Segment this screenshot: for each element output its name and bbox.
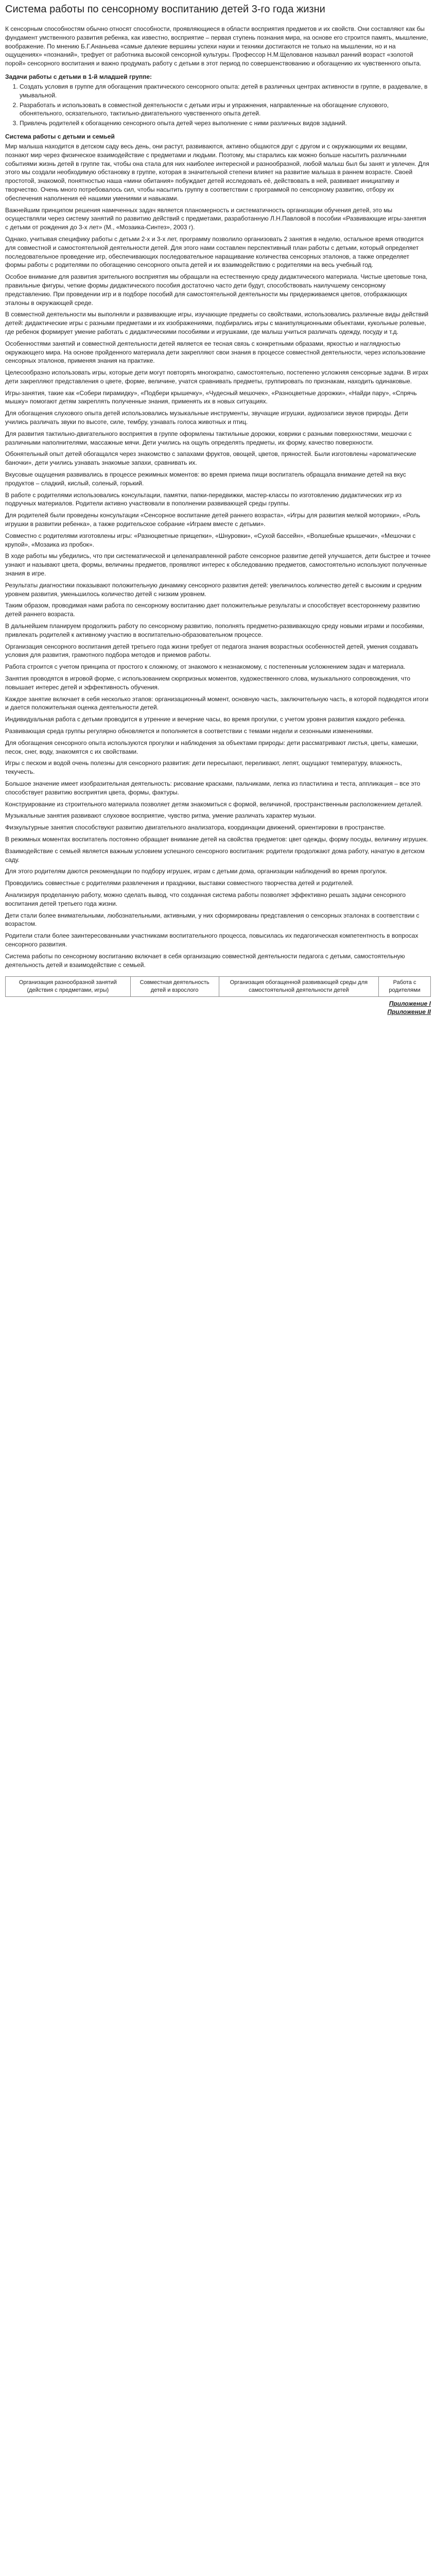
body-paragraph: Дети стали более внимательными, любознательными, активными, у них сформированы представления о сенсорных эталонах в соответствии с возрастом. bbox=[5, 911, 420, 928]
body-paragraph: В совместной деятельности мы выполняли и развивающие игры, изучающие предметы со свойствами, использовались различные виды действий детей: дидактические игры с разными предметами и их изображениями, подбирались игры с манипуляционными объектами, кукольные ролевые, где ребенок формирует умение работать с дидактическими пособиями и игрушками, где малыш учиться различать одежду, посуду и т.д. bbox=[5, 311, 429, 335]
body-paragraph: Индивидуальная работа с детьми проводится в утренние и вечерние часы, во время прогулки, с учетом уровня развития каждого ребенка. bbox=[5, 716, 406, 723]
body-paragraph: Обонятельный опыт детей обогащался через знакомство с запахами фруктов, овощей, цветов, пряностей. Были изготовлены «ароматические баночки», дети учились узнавать знакомые запахи, сравнивать их. bbox=[5, 450, 416, 467]
body-paragraph: Физкультурные занятия способствуют развитию двигательного анализатора, координации движений, ориентировки в пространстве. bbox=[5, 824, 386, 832]
task-item: 1. Создать условия в группе для обогащения практического сенсорного опыта: детей в различных центрах активности в группе, в раздевалке, в умывальной. bbox=[20, 82, 431, 100]
body-paragraph: Конструирование из строительного материала позволяет детям знакомиться с формой, величиной, пространственным расположением деталей. bbox=[5, 800, 423, 808]
body-paragraph: Для обогащения слухового опыта детей использовались музыкальные инструменты, звучащие игрушки, аудиозаписи звуков природы. Дети учились различать звуки по высоте, силе, тембру, узнавать голоса животных и птиц. bbox=[5, 410, 408, 426]
task-item: 3. Привлечь родителей к обогащению сенсорного опыта детей через выполнение с ними различных видов заданий. bbox=[20, 119, 431, 128]
system-heading: Система работы с детьми и семьей bbox=[5, 132, 115, 140]
table-header-cell: Работа с родителями bbox=[379, 977, 431, 997]
body-paragraph: В работе с родителями использовались консультации, памятки, папки-передвижки, мастер-классы по изготовлению дидактических игр из подручных материалов. Родители активно участвовали в пополнении развивающей среды группы. bbox=[5, 491, 402, 507]
body-text bbox=[5, 142, 431, 969]
body-paragraph: Игры-занятия, такие как «Собери пирамидку», «Подбери крышечку», «Чудесный мешочек», «Разноцветные дорожки», «Найди пару», «Спрячь мышку» помогают детям закреплять полученные знания, применять их в новых ситуациях. bbox=[5, 389, 417, 405]
body-paragraph: Для развития тактильно-двигательного восприятия в группе оформлены тактильные дорожки, коврики с разными поверхностями, мешочки с различными наполнителями, массажные мячи. Дети учились на ощупь определять предметы, их форму, качество поверхности. bbox=[5, 430, 412, 446]
body-paragraph: Большое значение имеет изобразительная деятельность: рисование красками, пальчиками, лепка из пластилина и теста, аппликация – все это способствует развитию восприятия цвета, формы, фактуры. bbox=[5, 779, 421, 796]
body-paragraph: Для родителей были проведены консультации «Сенсорное воспитание детей раннего возраста», «Игры для развития мелкой моторики», «Роль игрушки в развитии ребенка», а также родительское собрание «Играем вместе с детьми». bbox=[5, 512, 421, 528]
appendix-link-2[interactable]: Приложение II bbox=[387, 1008, 431, 1016]
body-paragraph: Развивающая среда группы регулярно обновляется и пополняется в соответствии с темами недели и сезонными изменениями. bbox=[5, 727, 373, 735]
body-paragraph: Работа строится с учетом принципа от простого к сложному, от знакомого к незнакомому, с постепенным усложнением задач и материала. bbox=[5, 663, 406, 671]
table-header-cell: Совместная деятельность детей и взрослого bbox=[130, 977, 219, 997]
body-paragraph: В дальнейшем планируем продолжить работу по сенсорному развитию, пополнять предметно-развивающую среду новыми играми и пособиями, привлекать родителей к активному участию в воспитательно-образовательном процессе. bbox=[5, 622, 425, 638]
tasks-heading: Задачи работы с детьми в 1-й младшей группе: bbox=[5, 73, 152, 80]
body-paragraph: Таким образом, проводимая нами работа по сенсорному воспитанию дает положительные результаты и способствует всестороннему развитию детей раннего возраста. bbox=[5, 602, 420, 618]
task-item: 2. Разработать и использовать в совместной деятельности с детьми игры и упражнения, направленные на обогащение слухового, обонятельного, осязательного, тактильно-двигательного чувственного опыта детей. bbox=[20, 101, 431, 118]
body-paragraph: Важнейшим принципом решения намеченных задач является планомерность и систематичность организации обучения детей, это мы осуществляли через систему занятий по развитию действий с предметами, разработанную Л.Н.Павловой в пособии «Развивающие игры-занятия с детьми от рождения до 3-х лет» (М., «Мозаика-Синтез», 2003 г). bbox=[5, 206, 426, 231]
tasks-list bbox=[5, 82, 431, 128]
body-paragraph: В ходе работы мы убедились, что при систематической и целенаправленной работе сенсорное развитие детей улучшается, дети быстрее и точнее узнают и называют цвета, формы, величины предметов, проявляют интерес к обследованию предметов, самостоятельно используют полученные знания в игре. bbox=[5, 552, 431, 578]
document-page bbox=[0, 0, 436, 1015]
body-paragraph: Анализируя проделанную работу, можно сделать вывод, что созданная система работы позволяет эффективно решать задачи сенсорного воспитания детей третьего года жизни. bbox=[5, 891, 406, 907]
body-paragraph: Однако, учитывая специфику работы с детьми 2-х и 3-х лет, программу позволило организовать 2 занятия в неделю, остальное время отводится для совместной и самостоятельной деятельности детей. Для этого нами составлен перспективный план работы с детьми, который определяет последовательное проведение игр, обеспечивающих последовательное наращивание количества сенсорных эталонов, а также определяет формы работы с родителями по обогащению сенсорного опыта детей и их взаимодействию с родителями на весь учебный год. bbox=[5, 235, 424, 269]
body-paragraph: Организация сенсорного воспитания детей третьего года жизни требует от педагога знания возрастных особенностей детей, умения создавать условия для развития, грамотного подбора методов и приемов работы. bbox=[5, 642, 418, 659]
body-paragraph: Для этого родителям даются рекомендации по подбору игрушек, играм с детьми дома, организации наблюдений во время прогулок. bbox=[5, 868, 388, 875]
body-paragraph: Игры с песком и водой очень полезны для сенсорного развития: дети пересыпают, переливают, лепят, ощущают температуру, влажность, текучесть. bbox=[5, 759, 402, 776]
page-title: Система работы по сенсорному воспитанию детей 3-го года жизни bbox=[5, 4, 325, 15]
body-paragraph: Музыкальные занятия развивают слуховое восприятие, чувство ритма, умение различать характер музыки. bbox=[5, 812, 316, 820]
body-paragraph: Особенностями занятий и совместной деятельности детей является ее тесная связь с конкретными образами, яркостью и наглядностью окружающего мира. На основе пройденного материала дети закрепляют свои знания в процессе совместной деятельности, через использование сенсорных эталонов, применяя знания на практике. bbox=[5, 340, 426, 365]
body-paragraph: Родители стали более заинтересованными участниками воспитательного процесса, повысилась их педагогическая компетентность в вопросах сенсорного развития. bbox=[5, 932, 418, 948]
body-paragraph: Особое внимание для развития зрительного восприятия мы обращали на естественную среду дидактического материала. Чистые цветовые тона, правильные фигуры, четкие формы дидактического пособия достаточно часто дети будут, способствовать наилучшему сенсорному представлению. При проведении игр и в подборе пособий для самостоятельной деятельности мы придерживаемся цветов, отображающих эталоны в окружающей среде. bbox=[5, 273, 428, 307]
body-paragraph: Взаимодействие с семьей является важным условием успешного сенсорного воспитания: родители продолжают дома работу, начатую в детском саду. bbox=[5, 847, 425, 863]
body-paragraph: Результаты диагностики показывают положительную динамику сенсорного развития детей: увеличилось количество детей с высоким и средним уровнем развития, уменьшилось количество детей с низким уровнем. bbox=[5, 581, 422, 598]
table-header-cell: Организация разнообразной занятий (действия с предметами, игры) bbox=[6, 977, 131, 997]
body-paragraph: Для обогащения сенсорного опыта используются прогулки и наблюдения за объектами природы: дети рассматривают листья, цветы, камешки, песок, снег, воду, знакомятся с их свойствами. bbox=[5, 739, 418, 755]
body-paragraph: Вкусовые ощущения развивались в процессе режимных моментов: во время приема пищи воспитатель обращала внимание детей на вкус продуктов – сладкий, кислый, соленый, горький. bbox=[5, 471, 406, 487]
intro-paragraph: К сенсорным способностям обычно относят способности, проявляющиеся в области восприятия предметов и их свойств. Они составляют как бы фундамент умственного развития ребенка, как известно, восприятие – первая ступень познания мира, на основе его строится память, мышление, воображение. По мнению Б.Г.Ананьева «самые далекие вершины успехи науки и техники достигаются не только на мышлении, но и на ощущениях» «познаний», трефует от работника высокой сенсорной культуры. Профессор Н.М.Щелованов называл ранний возраст «золотой порой» сенсорного воспитания и важно продумать работу с детьми в этот период по совершенствованию и обогащению их чувственного опыта. bbox=[5, 25, 428, 67]
body-paragraph: Занятия проводятся в игровой форме, с использованием сюрпризных моментов, художественного слова, музыкального сопровождения, что повышает интерес детей и эффективность обучения. bbox=[5, 675, 411, 691]
body-paragraph: Мир малыша находится в детском саду весь день, они растут, развиваются, активно общаются друг с другом и с окружающими их вещами, познают мир через физическое взаимодействие с предметами и людьми. Поэтому, мы старались как можно больше насытить различными событиями жизнь детей в группе так, чтобы она стала для них наиболее интересной и разнообразной, любой малыш был бы занят и увлечен. Для этого мы создали необходимую обстановку в группе, которая в значительной степени влияет на развитие малыша в раннем возрасте. Своей простотой, знакомой, понятностью наша «мини обитания» побуждает детей исследовать её, действовать в ней, развивает инициативу и творчество. Очень много потребовалось сил, чтобы насытить группу в соответствии с программой по сенсорному развитию, отбору их обеспечения наполнения её нашими умениями и навыками. bbox=[5, 142, 429, 202]
table-header-cell: Организация обогащенной развивающей среды для самостоятельной деятельности детей bbox=[219, 977, 379, 997]
body-paragraph: Система работы по сенсорному воспитанию включает в себя организацию совместной деятельности педагога с детьми, самостоятельную деятельность детей и взаимодействие с семьей. bbox=[5, 952, 405, 969]
body-paragraph: В режимных моментах воспитатель постоянно обращает внимание детей на свойства предметов: цвет одежды, форму посуды, величину игрушек. bbox=[5, 835, 428, 843]
organization-table bbox=[5, 976, 431, 997]
body-paragraph: Каждое занятие включает в себя несколько этапов: организационный момент, основную часть, заключительную часть, в которой подводятся итоги и дается положительная оценка деятельности детей. bbox=[5, 695, 429, 711]
appendix-link-1[interactable]: Приложение I bbox=[389, 1000, 431, 1008]
body-paragraph: Совместно с родителями изготовлены игры: «Разноцветные прищепки», «Шнуровки», «Сухой бассейн», «Волшебные крышечки», «Мешочки с крупой», «Мозаика из пробок». bbox=[5, 532, 416, 548]
body-paragraph: Проводились совместные с родителями развлечения и праздники, выставки совместного творчества детей и родителей. bbox=[5, 879, 354, 887]
body-paragraph: Целесообразно использовать игры, которые дети могут повторять многократно, самостоятельно, постепенно усложняя сенсорные задачи. В играх дети закрепляют представления о цвете, форме, величине, учатся сравнивать предметы, группировать по признакам, находить одинаковые. bbox=[5, 369, 429, 385]
